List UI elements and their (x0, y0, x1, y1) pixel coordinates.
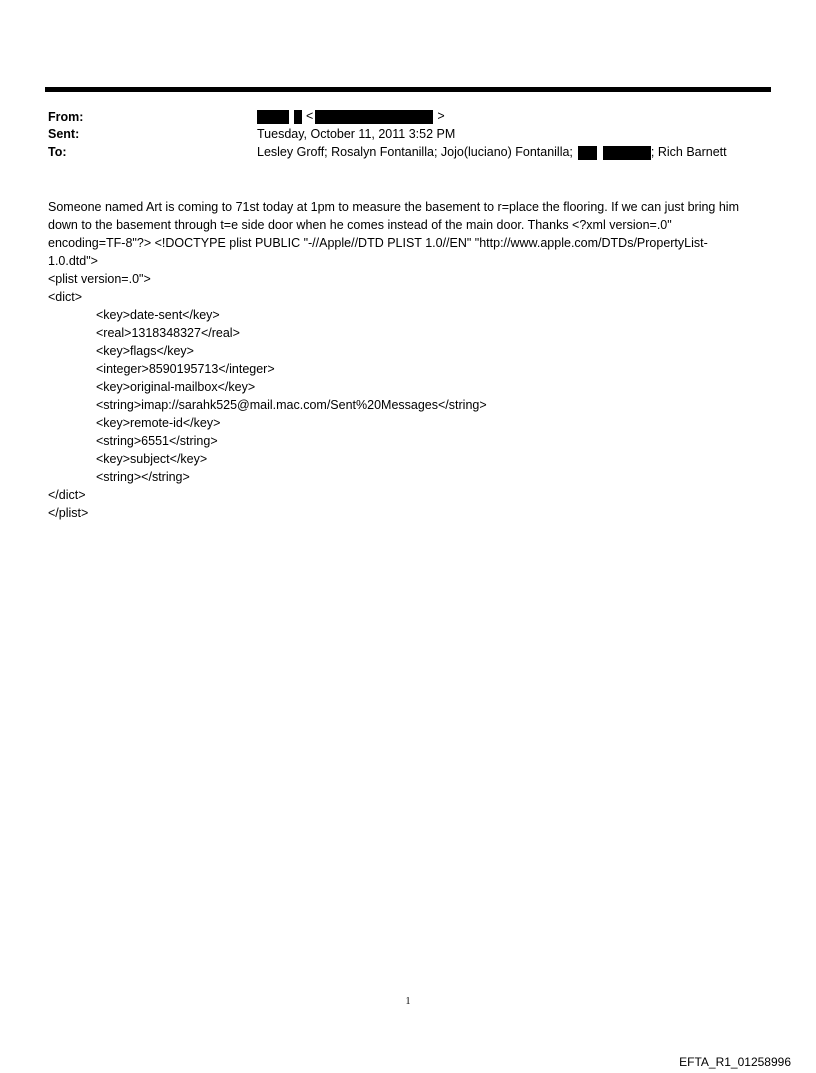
dict-line: <integer>8590195713</integer> (96, 362, 275, 376)
sent-value: Tuesday, October 11, 2011 3:52 PM (257, 127, 456, 141)
dict-line: <key>flags</key> (96, 344, 194, 358)
dict-line: <key>date-sent</key> (96, 308, 220, 322)
redaction-block (257, 110, 289, 124)
dict-open-line: <dict> (48, 290, 83, 304)
from-label: From: (48, 110, 84, 124)
dict-line: <key>subject</key> (96, 452, 208, 466)
redaction-block (578, 146, 597, 160)
redaction-block (294, 110, 302, 124)
bates-number: EFTA_R1_01258996 (679, 1055, 791, 1069)
redaction-block (315, 110, 433, 124)
from-open-bracket: < (306, 109, 314, 123)
dict-line: <string>6551</string> (96, 434, 218, 448)
message-body (48, 198, 748, 522)
redaction-block (603, 146, 651, 160)
from-value (257, 109, 445, 124)
dict-close-line: </dict> (48, 488, 86, 502)
dict-line: <string>imap://sarahk525@mail.mac.com/Sent%20Messages</string> (96, 398, 487, 412)
page-number: 1 (405, 996, 411, 1007)
message-paragraph: Someone named Art is coming to 71st today at 1pm to measure the basement to r=place the flooring. If we can just bring him down to the basement through t=e side door when he comes instead of the main door. Thanks <?xml version=.0" encoding=TF-8"?> <!DOCTYPE plist PUBLIC "-//Apple//DTD PLIST 1.0//EN" "http://www.apple.com/DTDs/PropertyList-1.0.dtd"> (48, 200, 739, 268)
to-recipients-part2: ; Rich Barnett (650, 145, 727, 159)
to-value (257, 145, 727, 160)
dict-line: <string></string> (96, 470, 190, 484)
dict-line: <key>remote-id</key> (96, 416, 221, 430)
to-label: To: (48, 145, 67, 159)
from-close-bracket: > (437, 109, 445, 123)
dict-line: <key>original-mailbox</key> (96, 380, 256, 394)
to-recipients-part1: Lesley Groff; Rosalyn Fontanilla; Jojo(luciano) Fontanilla; (257, 145, 573, 159)
plist-close-line: </plist> (48, 506, 89, 520)
plist-open-line: <plist version=.0"> (48, 272, 151, 286)
dict-line: <real>1318348327</real> (96, 326, 240, 340)
sent-label: Sent: (48, 127, 80, 141)
header-divider (45, 87, 771, 92)
